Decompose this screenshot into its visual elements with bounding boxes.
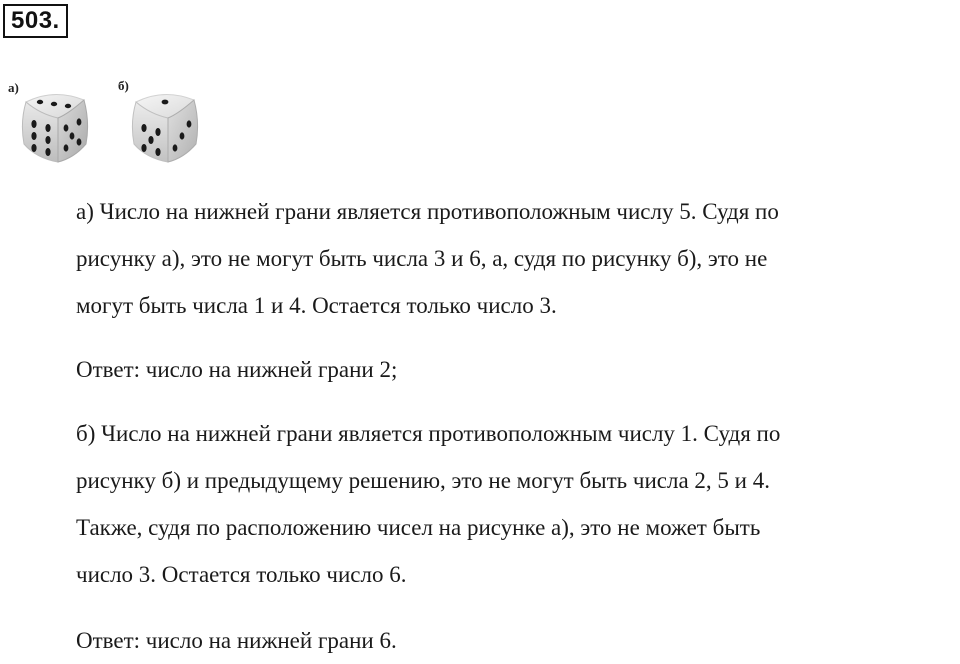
figure-label-a: а) (8, 80, 19, 95)
solution-part-a (76, 188, 956, 329)
answer-b (76, 617, 956, 664)
part-b-line: рисунку б) и предыдущему решению, это не могут быть числа 2, 5 и 4. (76, 468, 770, 493)
part-a-line: а) Число на нижней грани является противоположным числу 5. Судя по (76, 199, 779, 224)
die-a-icon (18, 82, 92, 166)
part-b-line: число 3. Остается только число 6. (76, 562, 407, 587)
part-a-line: могут быть числа 1 и 4. Остается только число 3. (76, 293, 557, 318)
answer-a-text: Ответ: число на нижней грани 2; (76, 357, 398, 382)
solution-part-b (76, 410, 956, 598)
problem-number: 503. (3, 4, 68, 38)
answer-b-text: Ответ: число на нижней грани 6. (76, 628, 397, 653)
figure-label-b: б) (118, 78, 129, 93)
dice-figure (0, 72, 220, 172)
part-a-line: рисунку а), это не могут быть числа 3 и 6, а, судя по рисунку б), это не (76, 246, 768, 271)
part-b-line: б) Число на нижней грани является противоположным числу 1. Судя по (76, 421, 781, 446)
part-b-line: Также, судя по расположению чисел на рисунке а), это не может быть (76, 515, 761, 540)
answer-a (76, 346, 956, 393)
die-b-icon (128, 82, 202, 166)
